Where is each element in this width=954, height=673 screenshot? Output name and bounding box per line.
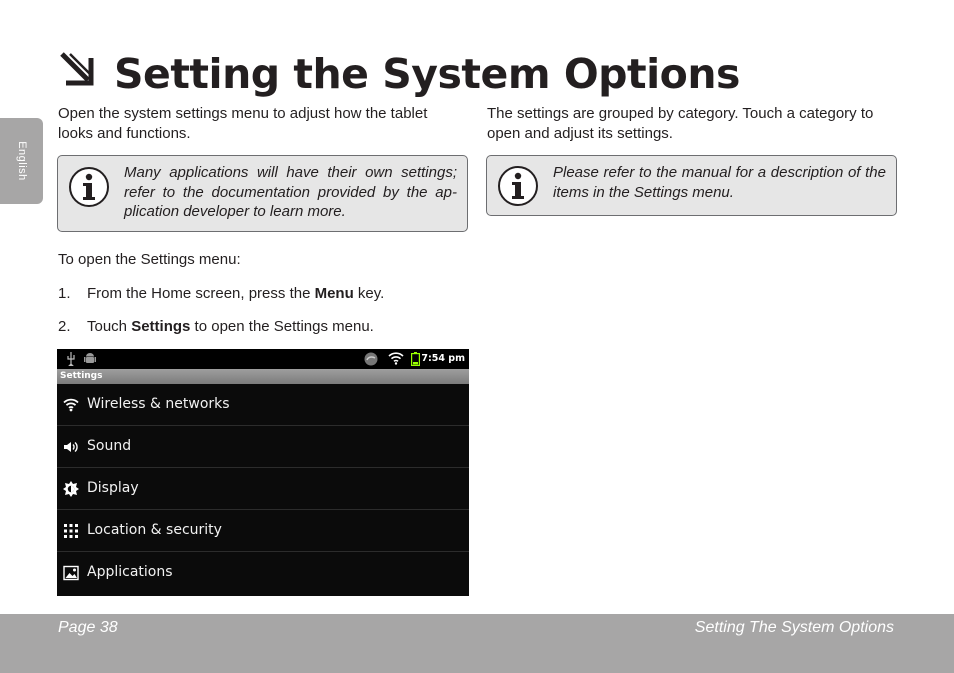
brightness-icon: [63, 481, 79, 497]
step-key: Settings: [131, 318, 191, 335]
usb-icon: [66, 352, 76, 366]
settings-item-sound[interactable]: [57, 426, 469, 468]
settings-screenshot: [57, 349, 469, 596]
step-text: From the Home screen, press the: [87, 285, 315, 302]
settings-item-location-security[interactable]: [57, 510, 469, 552]
language-label: English: [16, 141, 28, 181]
android-icon: [84, 352, 96, 366]
step-number: 2.: [58, 318, 71, 335]
step-2: [58, 317, 374, 336]
wifi-icon: [388, 352, 404, 365]
grid-icon: [63, 523, 79, 539]
info-note-left: [57, 155, 468, 232]
applications-icon: [63, 565, 79, 581]
settings-titlebar: [57, 369, 469, 384]
status-bar: [57, 349, 469, 369]
sync-icon: [364, 352, 378, 366]
language-tab: [0, 118, 43, 204]
arrow-icon: [58, 50, 96, 88]
wifi-icon: [63, 397, 79, 413]
settings-item-display[interactable]: [57, 468, 469, 510]
battery-icon: [411, 352, 420, 366]
settings-item-label: Location & security: [87, 522, 222, 538]
step-text: key.: [353, 285, 385, 302]
settings-item-label: Wireless & networks: [87, 396, 230, 412]
page-footer: [0, 614, 954, 673]
step-1: [58, 284, 384, 303]
open-heading: To open the Settings menu:: [58, 251, 241, 268]
settings-item-label: Sound: [87, 438, 132, 454]
info-icon: [497, 165, 539, 207]
speaker-icon: [63, 439, 79, 455]
note-text: Many applications will have their own settings; refer to the documentation provided by the ap-plication developer to learn more.: [124, 164, 457, 220]
left-intro: Open the system settings menu to adjust how the tablet looks and functions.: [58, 105, 428, 142]
step-key: Menu: [314, 285, 354, 302]
status-time: 7:54 pm: [421, 353, 465, 364]
settings-item-applications[interactable]: [57, 552, 469, 593]
step-text: to open the Settings menu.: [190, 318, 374, 335]
step-text: Touch: [87, 318, 132, 335]
info-note-right: [486, 155, 897, 216]
page-title: Setting the System Options: [114, 50, 740, 98]
step-number: 1.: [58, 285, 71, 302]
section-name: Setting The System Options: [694, 619, 894, 636]
settings-item-wireless[interactable]: [57, 384, 469, 426]
settings-title: Settings: [60, 371, 103, 381]
note-text: Please refer to the manual for a description of the items in the Settings menu.: [553, 164, 886, 201]
settings-item-label: Display: [87, 480, 139, 496]
right-intro: The settings are grouped by category. Touch a category to open and adjust its settings.: [487, 105, 874, 142]
info-icon: [68, 166, 110, 208]
settings-item-label: Applications: [87, 564, 173, 580]
page-number: Page 38: [58, 619, 118, 636]
